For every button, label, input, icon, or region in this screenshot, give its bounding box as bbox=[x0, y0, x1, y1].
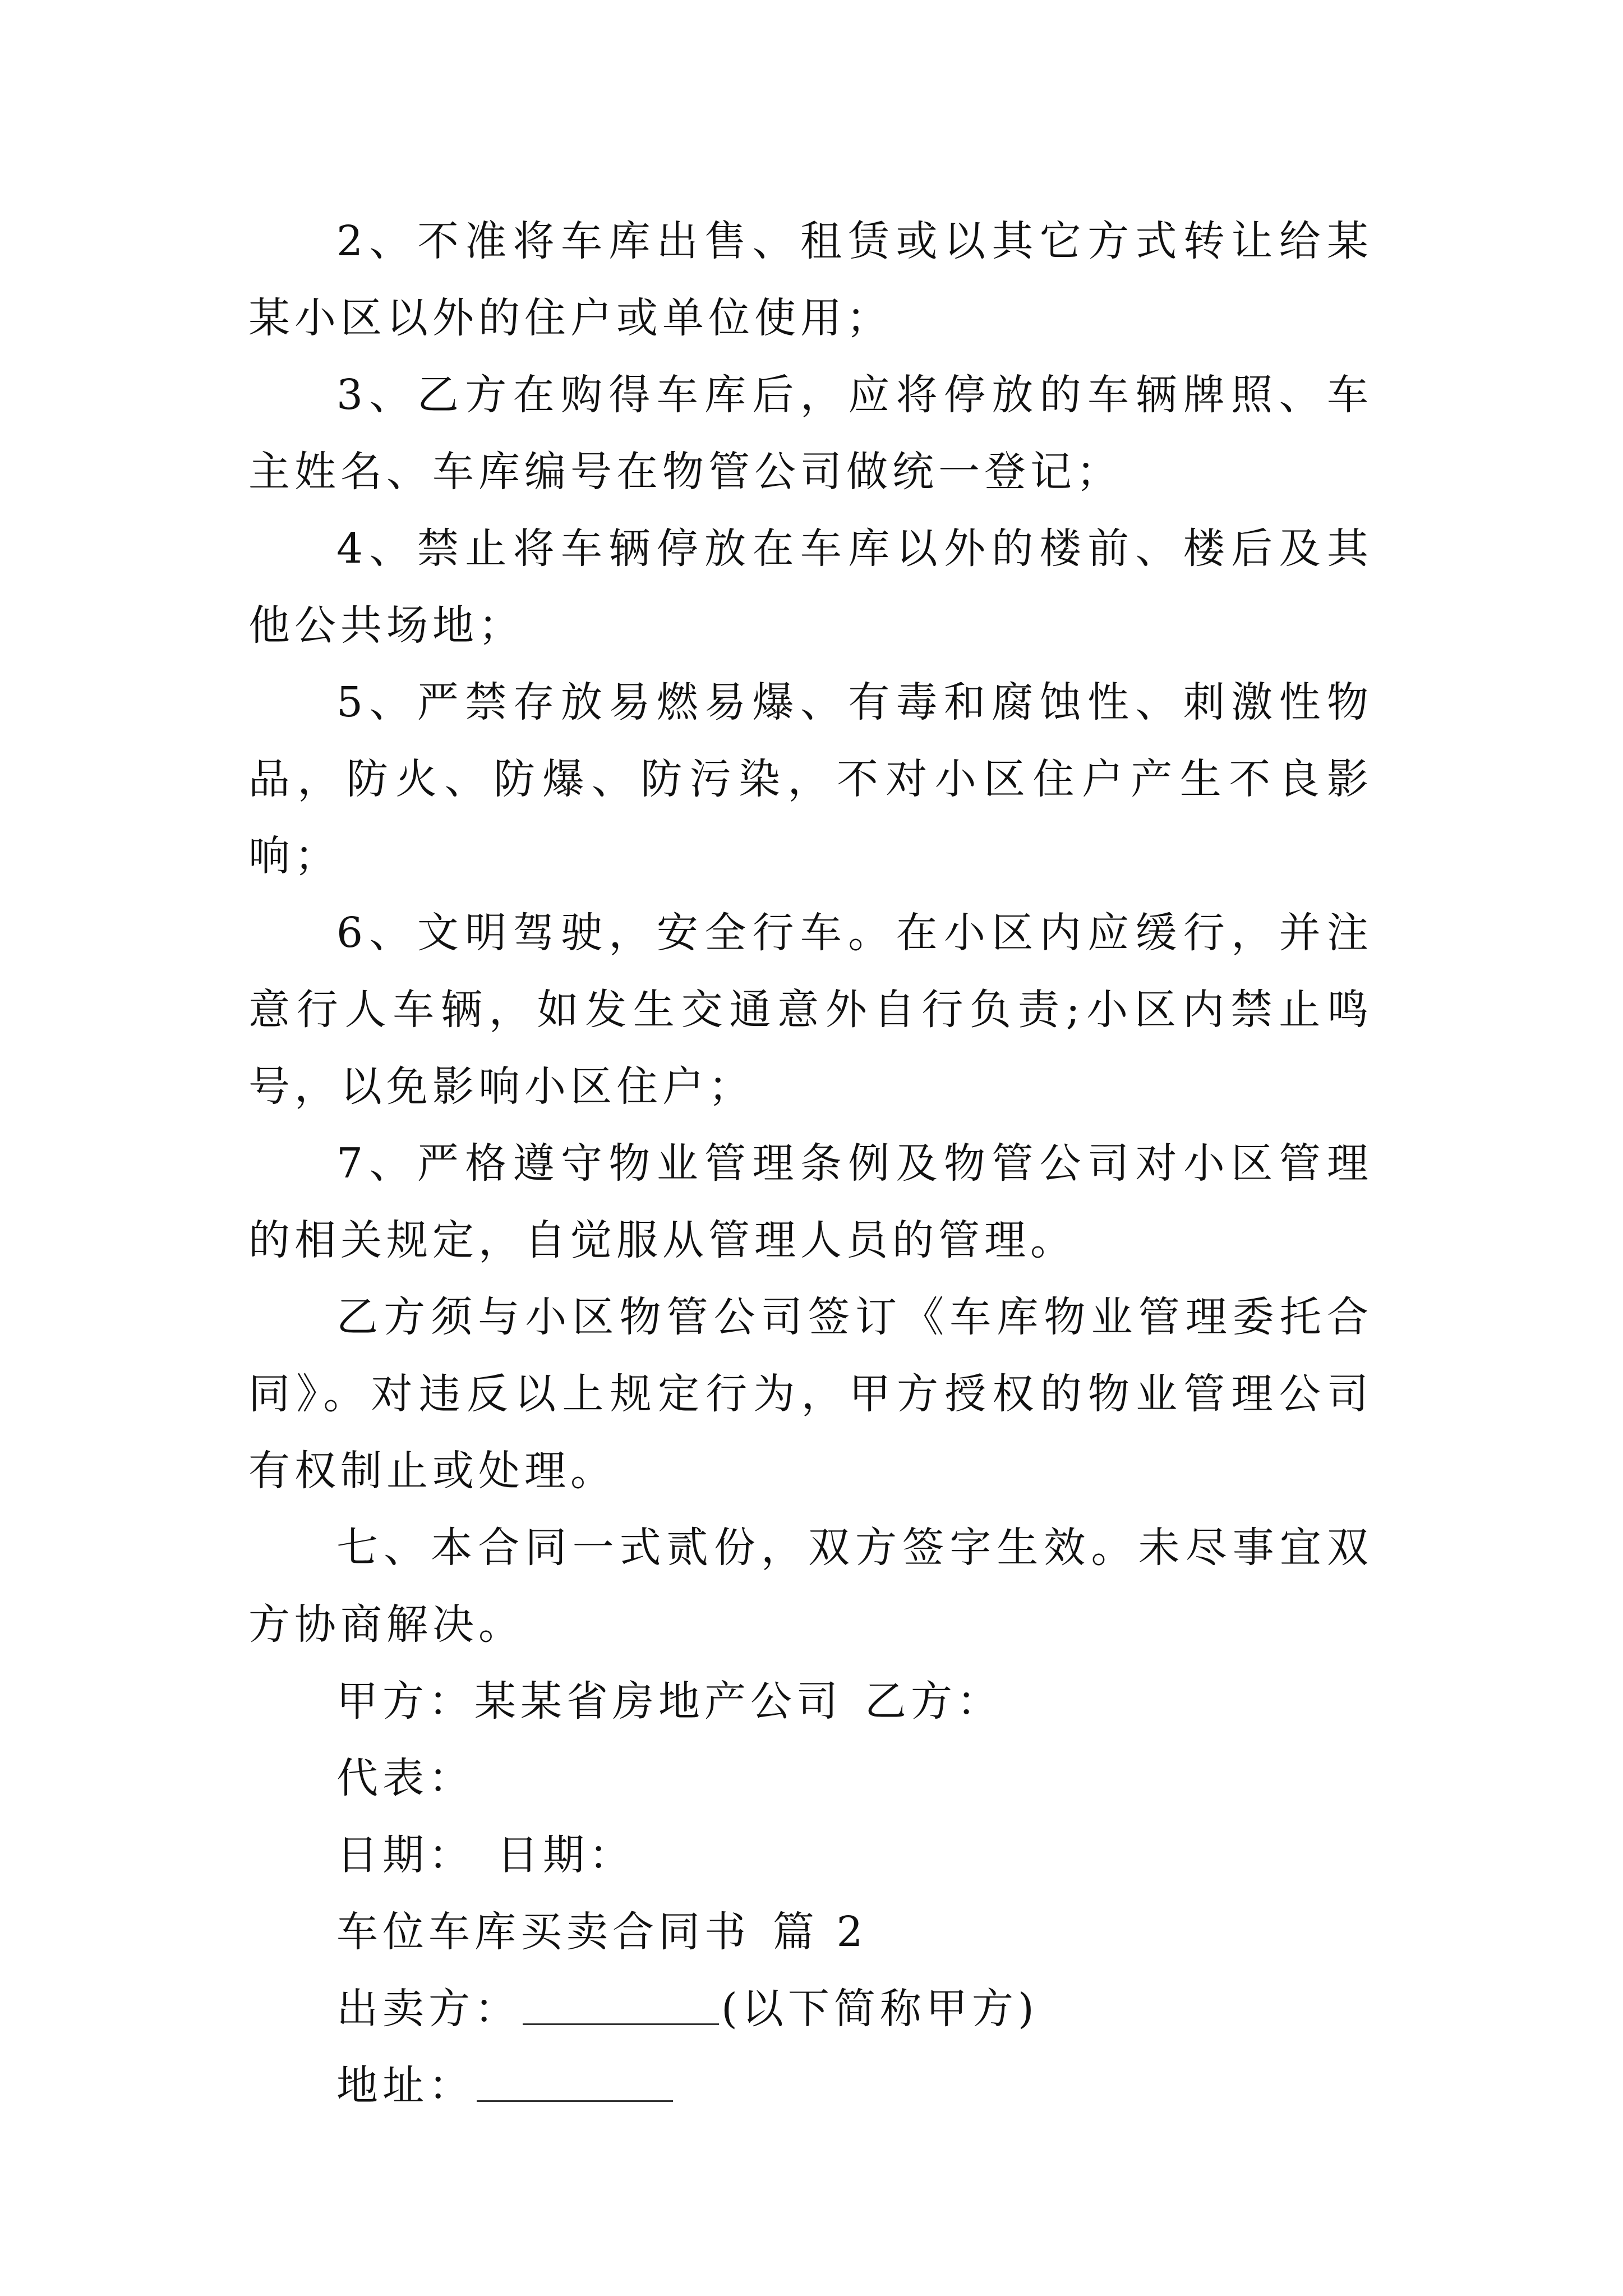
clause-6: 6、文明驾驶，安全行车。在小区内应缓行，并注意行人车辆，如发生交通意外自行负责;小区内禁止鸣号，以免影响小区住户； bbox=[248, 909, 1373, 1111]
date-line bbox=[248, 1817, 1373, 1894]
address-line bbox=[248, 2047, 1373, 2124]
clause-3: 3、乙方在购得车库后，应将停放的车辆牌照、车主姓名、车库编号在物管公司做统一登记； bbox=[248, 371, 1373, 496]
clause-2: 2、不准将车库出售、租赁或以其它方式转让给某某小区以外的住户或单位使用； bbox=[248, 217, 1373, 342]
representative-label: 代表： bbox=[336, 1754, 474, 1802]
seller-suffix: (以下简称甲方) bbox=[721, 1985, 1039, 2033]
date-label-b: 日期： bbox=[497, 1831, 635, 1879]
party-a-name: 某某省房地产公司 bbox=[474, 1677, 842, 1726]
party-signature-line bbox=[248, 1663, 1373, 1740]
party-b-label: 乙方： bbox=[865, 1677, 1003, 1726]
clause-4: 4、禁止将车辆停放在车库以外的楼前、楼后及其他公共场地； bbox=[248, 524, 1373, 650]
document-body bbox=[248, 203, 1373, 2124]
seller-line bbox=[248, 1971, 1373, 2047]
second-contract-heading bbox=[248, 1894, 1373, 1971]
management-note: 乙方须与小区物管公司签订《车库物业管理委托合同》。对违反以上规定行为，甲方授权的物业管理公司有权制止或处理。 bbox=[248, 1293, 1373, 1495]
date-label-a: 日期： bbox=[336, 1831, 474, 1879]
party-a-label: 甲方： bbox=[336, 1677, 474, 1726]
clause-5: 5、严禁存放易燃易爆、有毒和腐蚀性、刺激性物品，防火、防爆、防污染，不对小区住户产生不良影响； bbox=[248, 678, 1373, 880]
representative-line bbox=[248, 1740, 1373, 1817]
article-seven: 七、本合同一式贰份，双方签字生效。未尽事宜双方协商解决。 bbox=[248, 1524, 1373, 1649]
seller-blank bbox=[523, 1978, 719, 2025]
address-label: 地址： bbox=[336, 2062, 474, 2110]
second-contract-title: 车位车库买卖合同书 bbox=[336, 1908, 750, 1956]
address-blank bbox=[477, 2055, 673, 2102]
seller-label: 出卖方： bbox=[336, 1985, 520, 2033]
second-contract-section: 篇 2 bbox=[773, 1908, 868, 1956]
clause-7: 7、严格遵守物业管理条例及物管公司对小区管理的相关规定，自觉服从管理人员的管理。 bbox=[248, 1139, 1373, 1264]
